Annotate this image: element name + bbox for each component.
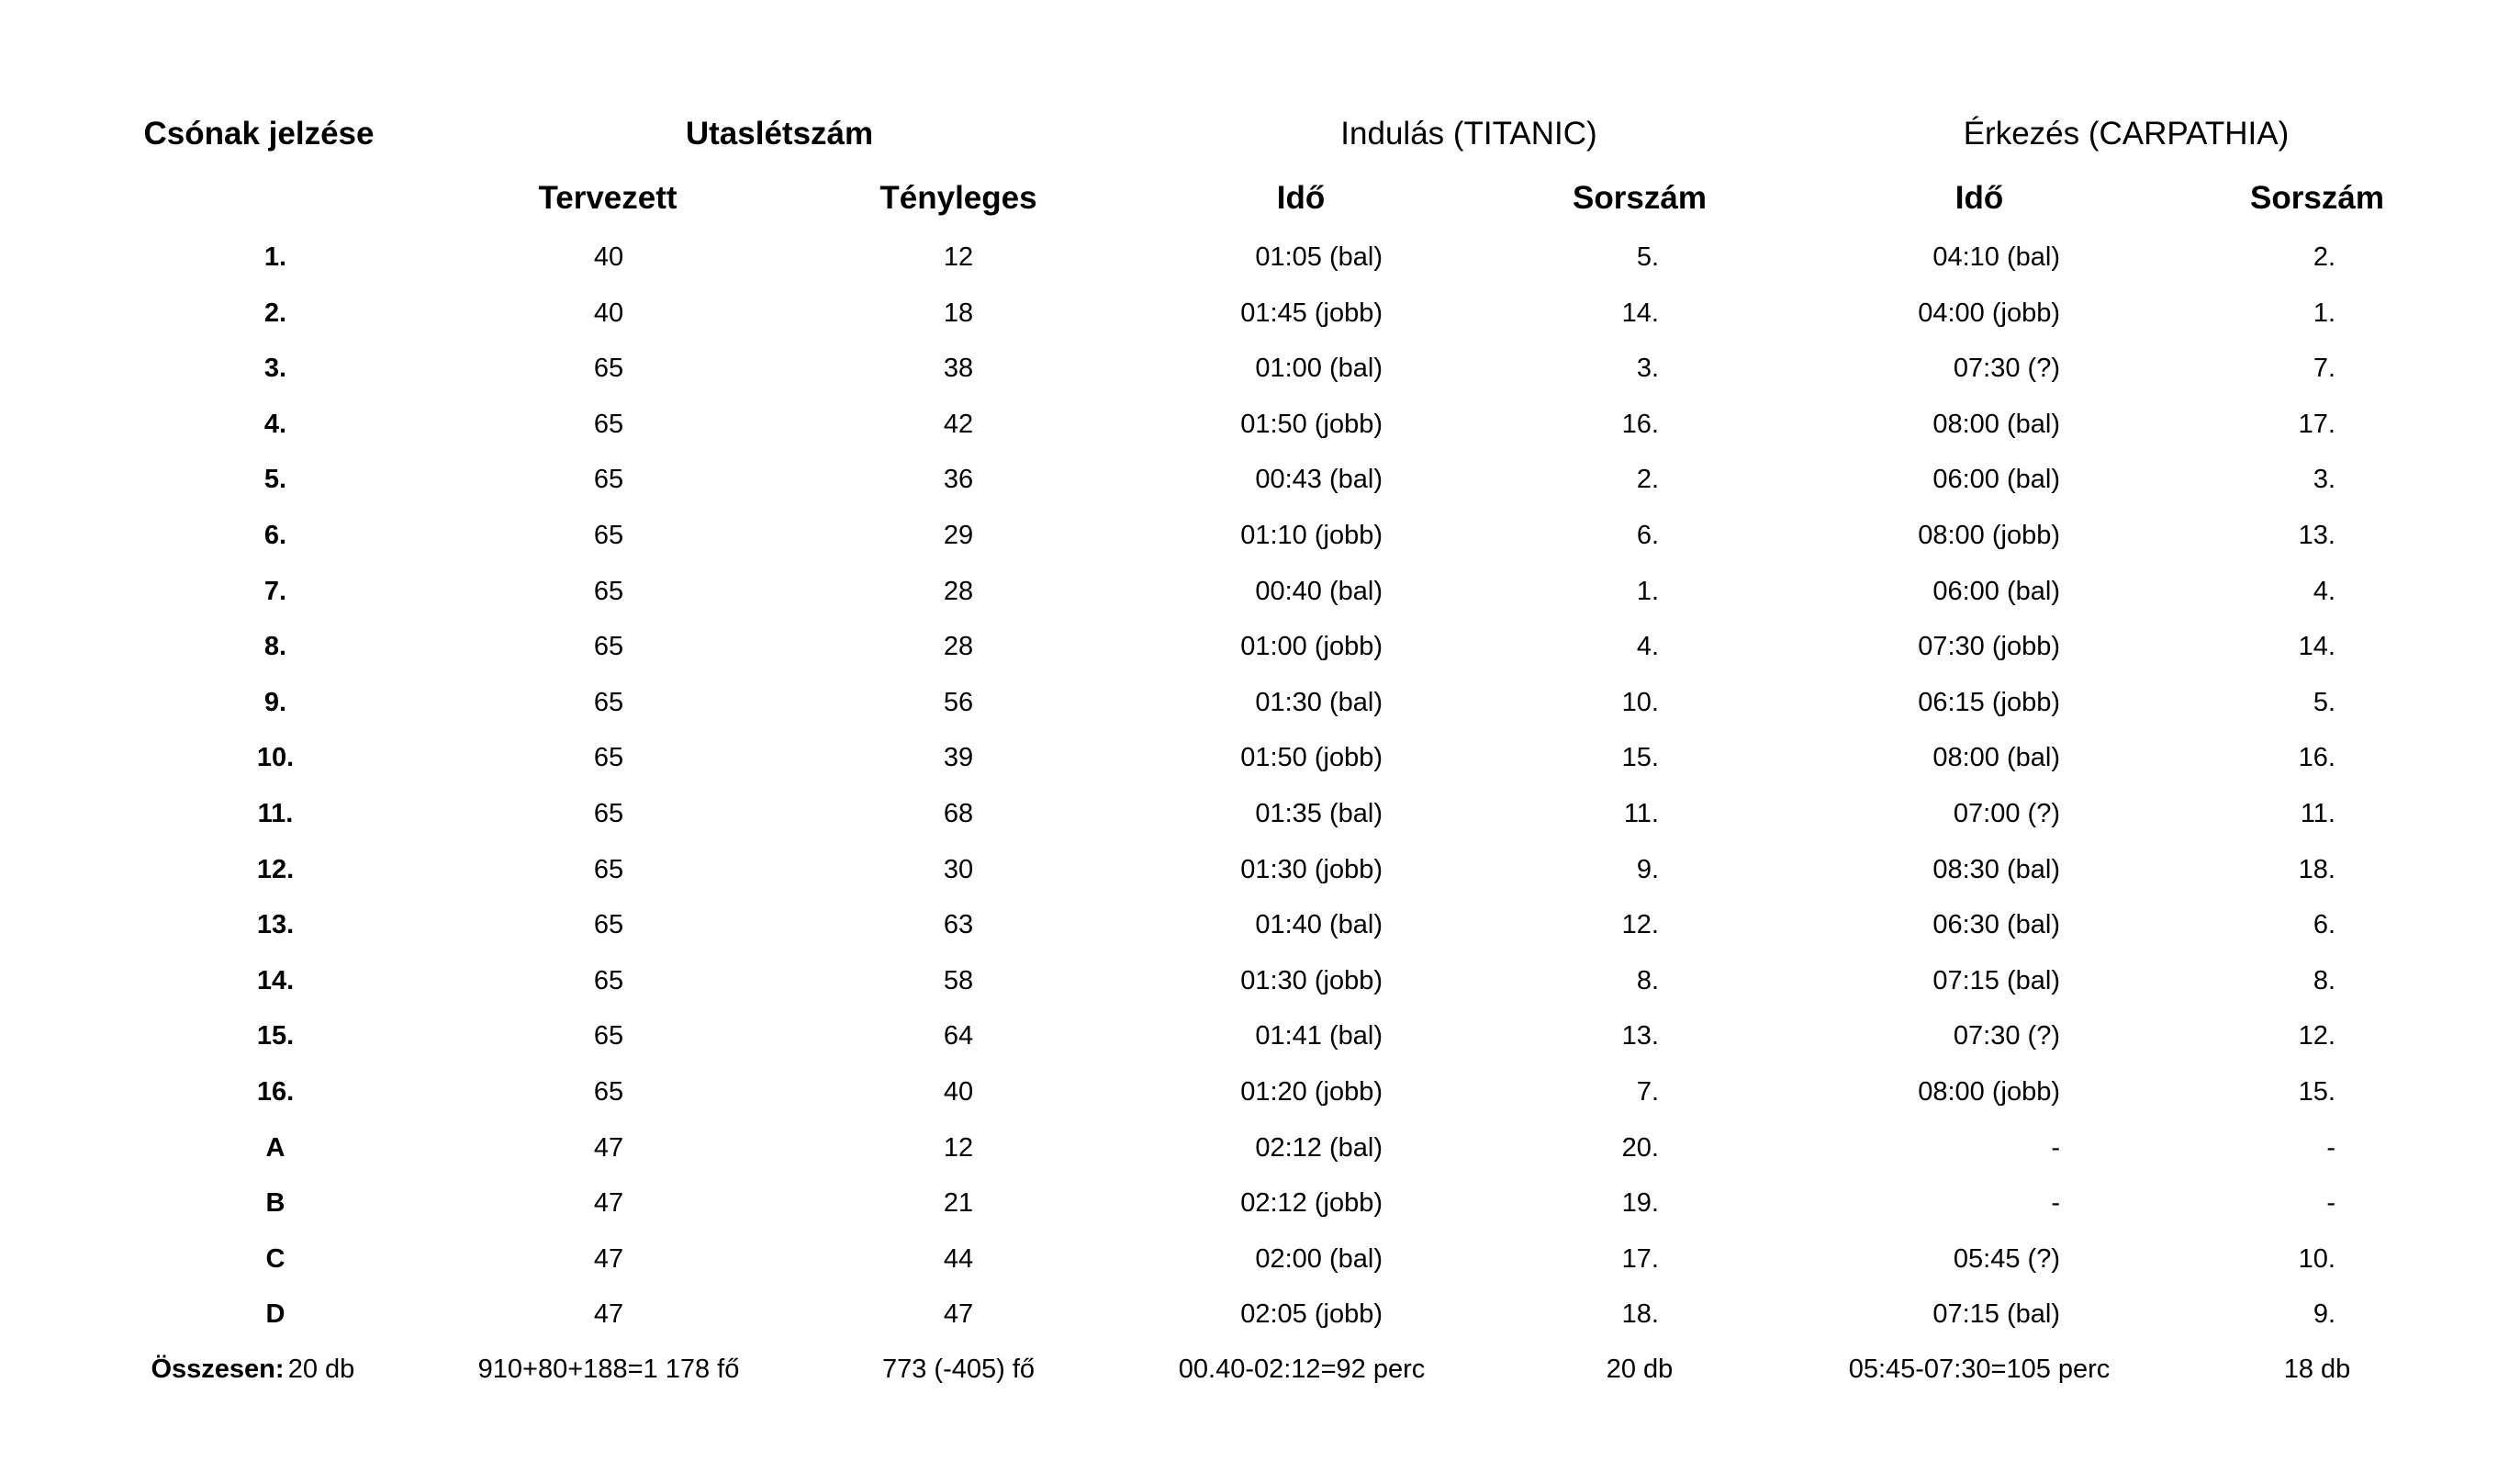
header-departure: Indulás (TITANIC): [1340, 116, 1597, 152]
subheader-planned: Tervezett: [538, 180, 678, 216]
cell-arr-order: 12.: [2298, 1021, 2335, 1051]
cell-planned: 65: [593, 799, 624, 828]
cell-arr-time: 08:00 (jobb): [1918, 521, 2060, 550]
cell-arr-order: 13.: [2298, 521, 2335, 550]
cell-boat: 16.: [256, 1077, 295, 1107]
cell-dep-order: 6.: [1636, 521, 1659, 550]
cell-actual: 18: [943, 298, 974, 328]
cell-arr-order: 16.: [2298, 743, 2335, 772]
cell-dep-time: 02:05 (jobb): [1240, 1299, 1383, 1329]
cell-arr-order: 5.: [2313, 688, 2335, 717]
cell-dep-order: 18.: [1621, 1299, 1659, 1329]
cell-actual: 56: [943, 688, 974, 717]
cell-planned: 40: [593, 242, 624, 272]
cell-dep-time: 01:30 (jobb): [1240, 855, 1383, 884]
cell-dep-time: 00:43 (bal): [1255, 465, 1383, 494]
cell-dep-time: 00:40 (bal): [1255, 577, 1383, 606]
totals-arr-time: 05:45-07:30=105 perc: [1848, 1355, 2111, 1384]
cell-planned: 47: [593, 1133, 624, 1163]
totals-boat: 20 db: [287, 1355, 355, 1384]
cell-arr-order: 8.: [2313, 966, 2335, 995]
cell-arr-order: 7.: [2313, 354, 2335, 383]
cell-arr-time: 06:15 (jobb): [1918, 688, 2060, 717]
cell-dep-order: 2.: [1636, 465, 1659, 494]
header-passengers: Utaslétszám: [685, 116, 874, 152]
cell-dep-time: 01:00 (bal): [1255, 354, 1383, 383]
cell-dep-order: 4.: [1636, 632, 1659, 661]
cell-dep-time: 01:10 (jobb): [1240, 521, 1383, 550]
cell-actual: 44: [943, 1244, 974, 1274]
cell-planned: 47: [593, 1188, 624, 1218]
cell-planned: 47: [593, 1299, 624, 1329]
cell-dep-time: 01:45 (jobb): [1240, 298, 1383, 328]
cell-arr-time: 05:45 (?): [1953, 1244, 2060, 1274]
cell-arr-order: 1.: [2313, 298, 2335, 328]
cell-actual: 39: [943, 743, 974, 772]
cell-boat: 13.: [256, 910, 295, 939]
cell-boat: 10.: [256, 743, 295, 772]
cell-boat: C: [265, 1244, 286, 1274]
cell-actual: 68: [943, 799, 974, 828]
cell-boat: 12.: [256, 855, 295, 884]
cell-planned: 47: [593, 1244, 624, 1274]
cell-planned: 65: [593, 1077, 624, 1107]
cell-planned: 65: [593, 910, 624, 939]
cell-actual: 12: [943, 242, 974, 272]
cell-dep-order: 16.: [1621, 410, 1659, 439]
cell-boat: 6.: [263, 521, 287, 550]
cell-dep-order: 7.: [1636, 1077, 1659, 1107]
cell-arr-time: 06:00 (bal): [1932, 577, 2060, 606]
cell-boat: 1.: [263, 242, 287, 272]
header-boat: Csónak jelzése: [143, 116, 375, 152]
cell-actual: 64: [943, 1021, 974, 1051]
cell-arr-order: -: [2326, 1133, 2335, 1163]
cell-dep-time: 01:30 (jobb): [1240, 966, 1383, 995]
cell-dep-order: 11.: [1623, 799, 1659, 828]
cell-dep-order: 20.: [1621, 1133, 1659, 1163]
cell-boat: D: [265, 1299, 286, 1329]
cell-arr-time: 08:30 (bal): [1932, 855, 2060, 884]
cell-planned: 65: [593, 688, 624, 717]
totals-dep-time: 00.40-02:12=92 perc: [1178, 1355, 1426, 1384]
cell-actual: 21: [943, 1188, 974, 1218]
cell-boat: 11.: [257, 799, 294, 828]
cell-arr-order: 9.: [2313, 1299, 2335, 1329]
cell-actual: 63: [943, 910, 974, 939]
cell-arr-order: 15.: [2298, 1077, 2335, 1107]
cell-actual: 30: [943, 855, 974, 884]
cell-dep-order: 9.: [1636, 855, 1659, 884]
cell-dep-order: 17.: [1621, 1244, 1659, 1274]
cell-planned: 65: [593, 966, 624, 995]
cell-dep-order: 3.: [1636, 354, 1659, 383]
cell-arr-order: -: [2326, 1188, 2335, 1218]
cell-dep-order: 8.: [1636, 966, 1659, 995]
cell-boat: B: [265, 1188, 286, 1218]
cell-actual: 36: [943, 465, 974, 494]
cell-boat: 14.: [256, 966, 295, 995]
cell-arr-order: 18.: [2298, 855, 2335, 884]
cell-arr-time: 07:15 (bal): [1932, 966, 2060, 995]
cell-planned: 65: [593, 1021, 624, 1051]
cell-actual: 12: [943, 1133, 974, 1163]
header-arrival: Érkezés (CARPATHIA): [1963, 116, 2290, 152]
cell-planned: 65: [593, 743, 624, 772]
cell-boat: 3.: [263, 354, 287, 383]
cell-arr-time: 07:30 (?): [1953, 1021, 2060, 1051]
cell-dep-order: 14.: [1621, 298, 1659, 328]
cell-boat: 9.: [263, 688, 287, 717]
totals-actual: 773 (-405) fő: [881, 1355, 1036, 1384]
cell-dep-time: 02:12 (jobb): [1240, 1188, 1383, 1218]
cell-planned: 40: [593, 298, 624, 328]
subheader-arr-time: Idő: [1954, 180, 2004, 216]
cell-planned: 65: [593, 465, 624, 494]
cell-actual: 40: [943, 1077, 974, 1107]
cell-planned: 65: [593, 577, 624, 606]
cell-boat: 5.: [263, 465, 287, 494]
cell-dep-order: 5.: [1636, 242, 1659, 272]
subheader-arr-order: Sorszám: [2250, 180, 2384, 216]
cell-arr-order: 2.: [2313, 242, 2335, 272]
cell-dep-time: 01:50 (jobb): [1240, 410, 1383, 439]
cell-arr-order: 3.: [2313, 465, 2335, 494]
cell-dep-order: 1.: [1636, 577, 1659, 606]
cell-arr-time: 07:30 (?): [1953, 354, 2060, 383]
cell-arr-time: 04:00 (jobb): [1918, 298, 2060, 328]
cell-dep-time: 01:00 (jobb): [1240, 632, 1383, 661]
cell-arr-time: 08:00 (jobb): [1918, 1077, 2060, 1107]
cell-actual: 29: [943, 521, 974, 550]
cell-dep-order: 10.: [1621, 688, 1659, 717]
cell-planned: 65: [593, 521, 624, 550]
cell-dep-time: 01:41 (bal): [1255, 1021, 1383, 1051]
cell-dep-order: 12.: [1621, 910, 1659, 939]
subheader-actual: Tényleges: [879, 180, 1037, 216]
cell-arr-time: 07:30 (jobb): [1918, 632, 2060, 661]
cell-dep-time: 01:20 (jobb): [1240, 1077, 1383, 1107]
cell-boat: 15.: [256, 1021, 295, 1051]
cell-arr-time: -: [2051, 1133, 2060, 1163]
cell-planned: 65: [593, 410, 624, 439]
subheader-dep-time: Idő: [1276, 180, 1326, 216]
cell-arr-order: 11.: [2300, 799, 2335, 828]
cell-planned: 65: [593, 632, 624, 661]
cell-actual: 28: [943, 577, 974, 606]
cell-dep-order: 15.: [1621, 743, 1659, 772]
cell-dep-time: 01:05 (bal): [1255, 242, 1383, 272]
cell-planned: 65: [593, 354, 624, 383]
cell-arr-time: 06:00 (bal): [1932, 465, 2060, 494]
totals-planned: 910+80+188=1 178 fő: [477, 1355, 740, 1384]
cell-dep-time: 02:12 (bal): [1255, 1133, 1383, 1163]
cell-arr-order: 17.: [2298, 410, 2335, 439]
cell-dep-time: 01:40 (bal): [1255, 910, 1383, 939]
cell-arr-time: 06:30 (bal): [1932, 910, 2060, 939]
cell-actual: 58: [943, 966, 974, 995]
cell-dep-time: 01:30 (bal): [1255, 688, 1383, 717]
subheader-dep-order: Sorszám: [1573, 180, 1707, 216]
cell-arr-time: -: [2051, 1188, 2060, 1218]
cell-arr-time: 07:15 (bal): [1932, 1299, 2060, 1329]
cell-arr-order: 4.: [2313, 577, 2335, 606]
cell-arr-time: 08:00 (bal): [1932, 743, 2060, 772]
cell-arr-order: 10.: [2298, 1244, 2335, 1274]
cell-boat: 8.: [263, 632, 287, 661]
cell-dep-time: 02:00 (bal): [1255, 1244, 1383, 1274]
cell-boat: A: [265, 1133, 286, 1163]
cell-arr-time: 08:00 (bal): [1932, 410, 2060, 439]
cell-dep-order: 19.: [1621, 1188, 1659, 1218]
cell-dep-time: 01:50 (jobb): [1240, 743, 1383, 772]
cell-arr-time: 04:10 (bal): [1932, 242, 2060, 272]
cell-actual: 42: [943, 410, 974, 439]
cell-boat: 2.: [263, 298, 287, 328]
cell-actual: 47: [943, 1299, 974, 1329]
cell-dep-order: 13.: [1621, 1021, 1659, 1051]
cell-boat: 7.: [263, 577, 287, 606]
cell-actual: 28: [943, 632, 974, 661]
cell-arr-time: 07:00 (?): [1953, 799, 2060, 828]
cell-boat: 4.: [263, 410, 287, 439]
cell-arr-order: 6.: [2313, 910, 2335, 939]
cell-planned: 65: [593, 855, 624, 884]
totals-dep-order: 20 db: [1606, 1355, 1674, 1384]
totals-arr-order: 18 db: [2283, 1355, 2351, 1384]
cell-actual: 38: [943, 354, 974, 383]
cell-arr-order: 14.: [2298, 632, 2335, 661]
totals-label: Összesen:: [151, 1355, 285, 1384]
cell-dep-time: 01:35 (bal): [1255, 799, 1383, 828]
